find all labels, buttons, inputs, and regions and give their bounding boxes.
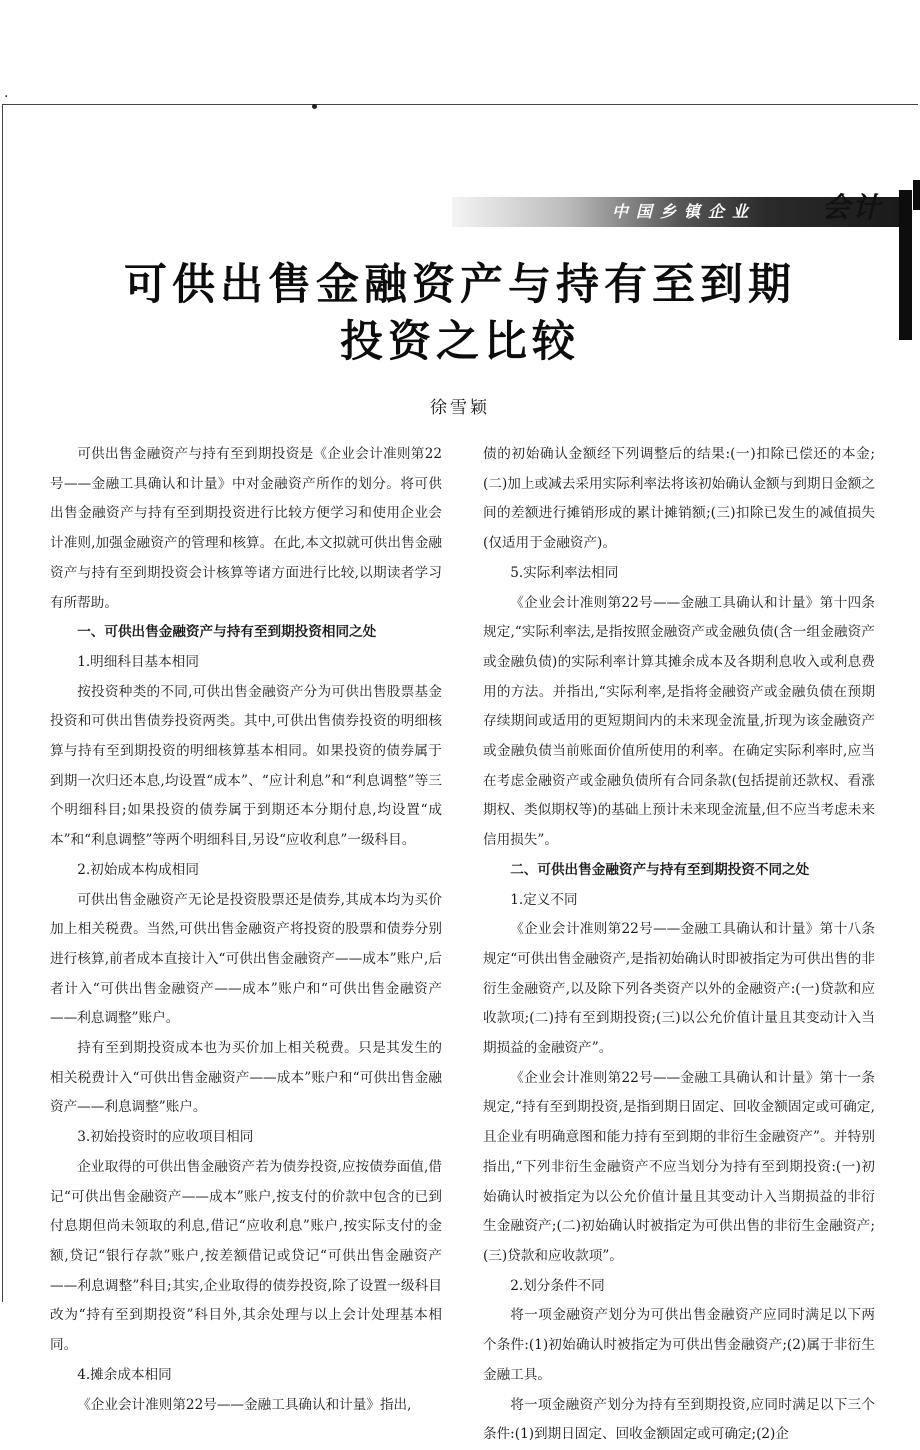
paragraph: 《企业会计准则第22号——金融工具确认和计量》第十四条规定,“实际利率法,是指按照金融资产或金融负债(含一组金融资产或金融负债)的实际利率计算其摊余成本及各期利息收入或利息费用的方法。并指出,“实际利率,是指将金融资产或金融负债在预期存续期间或适用的更短期间内的未来现金流量,折现为该金融资产或金融负债当前账面价值所使用的利率。在确定实际利率时,应当在考虑金融资产或金融负债所有合同条款(包括提前还款权、看涨期权、类似期权等)的基础上预计未来现金流量,但不应当考虑未来信用损失”。: [483, 594, 875, 849]
subsection-heading: 1.明细科目基本相同: [77, 653, 199, 670]
paragraph: 将一项金融资产划分为可供出售金融资产应同时满足以下两个条件:(1)初始确认时被指定为可供出售金融资产;(2)属于非衍生金融工具。: [483, 1307, 875, 1383]
stray-dot: .: [4, 85, 9, 101]
paragraph: 《企业会计准则第22号——金融工具确认和计量》指出,: [77, 1396, 412, 1413]
paragraph: 《企业会计准则第22号——金融工具确认和计量》第十一条规定,“持有至到期投资,是指到期日固定、回收金额固定或可确定,且企业有明确意图和能力持有至到期的非衍生金融资产”。并特别指出,“下列非衍生金融资产不应当划分为持有至到期投资:(一)初始确认时被指定为以公允价值计量且其变动计入当期损益的非衍生金融资产;(二)初始确认时被指定为可供出售的非衍生金融资产;(三)贷款和应收款项”。: [483, 1069, 875, 1264]
subsection-heading: 2.初始成本构成相同: [77, 861, 199, 878]
right-column: [483, 440, 875, 1450]
paragraph: 按投资种类的不同,可供出售金融资产分为可供出售股票基金投资和可供出售债券投资两类。其中,可供出售债券投资的明细核算与持有至到期投资的明细核算基本相同。如果投资的债券属于到期一次归还本息,均设置“成本”、“应计利息”和“利息调整”等三个明细科目;如果投资的债券属于到期还本分期付息,均设置“成本”和“利息调整”等两个明细科目,另设“应收利息”一级科目。: [50, 683, 442, 849]
paragraph: 可供出售金融资产无论是投资股票还是债券,其成本均为买价加上相关税费。当然,可供出售金融资产将投资的股票和债券分别进行核算,前者成本直接计入“可供出售金融资产——成本”账户,后者计入“可供出售金融资产——成本”账户和“可供出售金融资产——利息调整”账户。: [50, 891, 442, 1027]
subsection-heading: 3.初始投资时的应收项目相同: [77, 1129, 254, 1146]
paragraph: 可供出售金融资产与持有至到期投资是《企业会计准则第22号——金融工具确认和计量》中对金融资产所作的划分。将可供出售金融资产与持有至到期投资进行比较方便学习和使用企业会计准则,加强金融资产的管理和核算。在此,本文拟就可供出售金融资产与持有至到期投资会计核算等诸方面进行比较,以期读者学习有所帮助。: [50, 446, 442, 611]
section-heading: 一、可供出售金融资产与持有至到期投资相同之处: [77, 624, 377, 641]
subsection-heading: 4.摊余成本相同: [77, 1366, 172, 1383]
section-heading: 二、可供出售金融资产与持有至到期投资不同之处: [510, 861, 810, 878]
journal-name: 中国乡镇企业: [612, 202, 757, 221]
banner-edge-bar-small: [913, 180, 920, 210]
left-column: [50, 440, 442, 1420]
paragraph: 《企业会计准则第22号——金融工具确认和计量》第十八条规定“可供出售金融资产,是指初始确认时即被指定为可供出售的非衍生金融资产,以及除下列各类资产以外的金融资产:(一)贷款和应收款项;(二)持有至到期投资;(三)以公允价值计量且其变动计入当期损益的金融资产”。: [483, 921, 875, 1057]
paragraph: 企业取得的可供出售金融资产若为债券投资,应按债券面值,借记“可供出售金融资产——成本”账户,按支付的价款中包含的已到付息期但尚未领取的利息,借记“应收利息”账户,按实际支付的金额,贷记“银行存款”账户,按差额借记或贷记“可供出售金融资产——利息调整”科目;其实,企业取得的债券投资,除了设置一级科目改为“持有至到期投资”科目外,其余处理与以上会计处理基本相同。: [50, 1158, 442, 1354]
article-author: 徐雪颖: [430, 398, 490, 418]
scan-speck: [312, 104, 317, 109]
article-title-line-1: 可供出售金融资产与持有至到期: [124, 260, 796, 310]
article-title-line-2: 投资之比较: [340, 317, 580, 367]
subsection-heading: 1.定义不同: [510, 891, 578, 908]
paragraph: 将一项金融资产划分为持有至到期投资,应同时满足以下三个条件:(1)到期日固定、回收金额固定或可确定;(2)企: [483, 1396, 875, 1443]
paragraph: 持有至到期投资成本也为买价加上相关税费。只是其发生的相关税费计入“可供出售金融资产——成本”账户和“可供出售金融资产——利息调整”账户。: [50, 1040, 442, 1116]
subsection-heading: 5.实际利率法相同: [510, 564, 619, 581]
subsection-heading: 2.划分条件不同: [510, 1277, 605, 1294]
paragraph: 债的初始确认金额经下列调整后的结果:(一)扣除已偿还的本金;(二)加上或减去采用实际利率法将该初始确认金额与到期日金额之间的差额进行摊销形成的累计摊销额;(三)扣除已发生的减值损失(仅适用于金融资产)。: [483, 446, 875, 552]
section-glyph: 会计: [822, 191, 883, 224]
